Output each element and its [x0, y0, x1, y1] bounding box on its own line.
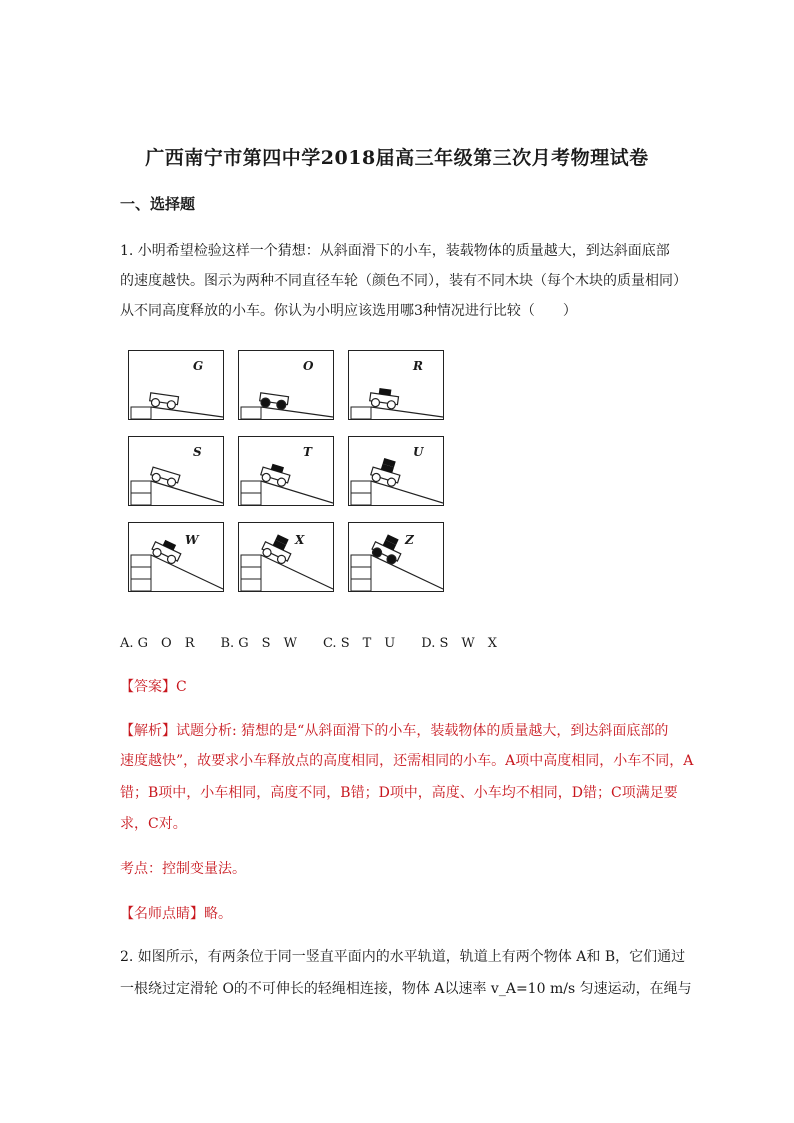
answer-value: C: [176, 679, 187, 695]
panel-label: U: [413, 445, 424, 459]
page-title: 广西南宁市第四中学2018届高三年级第三次月考物理试卷: [145, 147, 649, 169]
incline-panel-r: [348, 350, 444, 420]
incline-panel-s: [128, 436, 224, 506]
analysis-line-2: 速度越快”，故要求小车释放点的高度相同，还需相同的小车。A项中高度相同，小车不同，A: [120, 753, 694, 769]
section-heading: 一、选择题: [120, 195, 196, 213]
comment-tag: 【名师点睛】: [120, 906, 204, 922]
panel-label: G: [193, 359, 204, 373]
analysis-text-1: 试题分析: 猜想的是“从斜面滑下的小车，装载物体的质量越大，到达斜面底部的: [176, 723, 669, 739]
incline-panel-t: [238, 436, 334, 506]
panel-label: S: [193, 445, 202, 459]
incline-panel-g: [128, 350, 224, 420]
comment-line: [120, 903, 232, 923]
analysis-line-3: 错；B项中，小车相同，高度不同，B错；D项中，高度、小车均不相同，D错；C项满足要: [120, 785, 678, 801]
incline-panel-w: [128, 522, 224, 592]
incline-panel-u: [348, 436, 444, 506]
panel-label: T: [303, 445, 312, 459]
answer-tag: 【答案】: [120, 679, 176, 695]
panel-label: R: [413, 359, 423, 373]
analysis-line-1: [120, 720, 668, 740]
incline-panel-x: [238, 522, 334, 592]
q1-line-1: 1. 小明希望检验这样一个猜想：从斜面滑下的小车，装载物体的质量越大，到达斜面底部: [120, 243, 670, 259]
analysis-line-4: 求，C对。: [120, 816, 187, 832]
panel-label: O: [303, 359, 314, 373]
incline-panel-z: [348, 522, 444, 592]
panel-label: W: [185, 533, 199, 547]
q1-line-2: 的速度越快。图示为两种不同直径车轮（颜色不同），装有不同木块（每个木块的质量相同）: [120, 273, 687, 289]
incline-figure: [128, 350, 444, 600]
q1-line-3: 从不同高度释放的小车。你认为小明应该选用哪3种情况进行比较（ ）: [120, 303, 577, 319]
kaodian-line: 考点：控制变量法。: [120, 861, 246, 877]
q2-line-2: 一根绕过定滑轮 O的不可伸长的轻绳相连接，物体 A以速率 v_A=10 m/s 匀速运动，在绳与: [120, 981, 692, 997]
comment-value: 略。: [204, 906, 232, 922]
q1-options: A. G O R B. G S W C. S T U D. S W X: [120, 636, 497, 651]
panel-label: X: [295, 533, 305, 547]
panel-label: Z: [405, 533, 414, 547]
q2-line-1: 2. 如图所示，有两条位于同一竖直平面内的水平轨道，轨道上有两个物体 A和 B，它们通过: [120, 949, 686, 965]
answer-line: [120, 676, 187, 696]
analysis-tag: 【解析】: [120, 723, 176, 739]
incline-panel-o: [238, 350, 334, 420]
